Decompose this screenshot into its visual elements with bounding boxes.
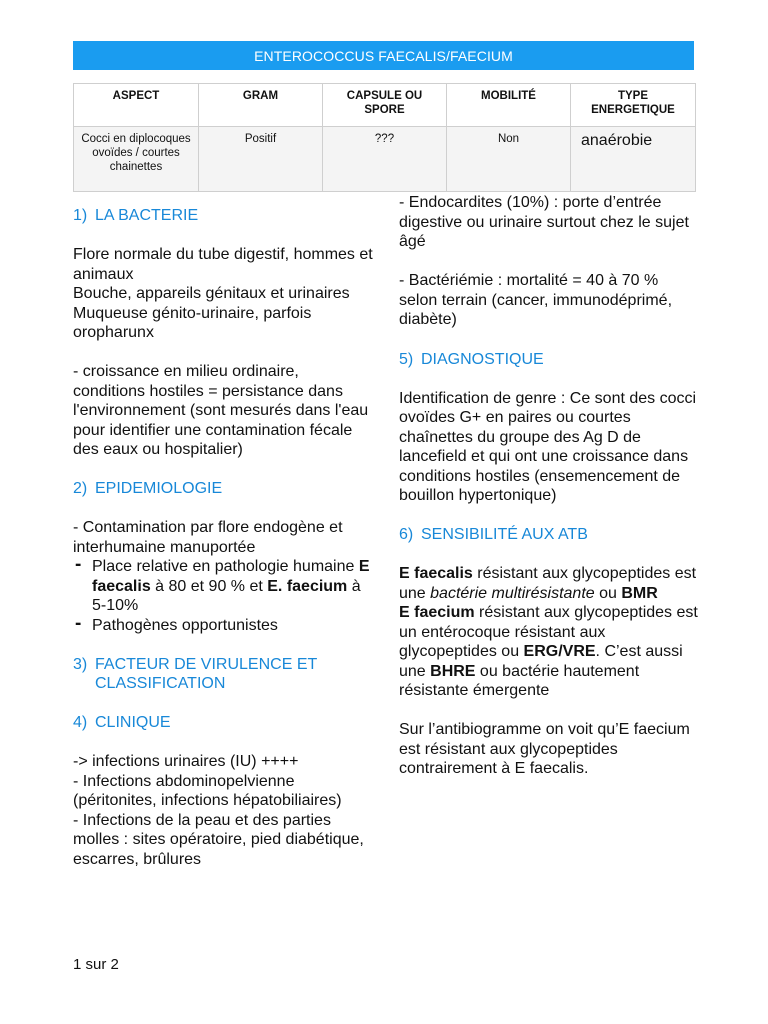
left-column — [73, 206, 373, 869]
clinique-line-4: - Endocardites (10%) : porte d’entrée digestive ou urinaire surtout chez le sujet âgé — [399, 194, 689, 250]
diagnostique-text: Identification de genre : Ce sont des cocci ovoïdes G+ en paires ou courtes chaînettes du groupe des Ag D de lancefield et qui ont une croissance dans conditions hostiles (ensemencement de bouillon hypertonique) — [399, 389, 697, 504]
clinique-line-5: - Bactériémie : mortalité = 40 à 70 % selon terrain (cancer, immunodéprimé, diabète) — [399, 272, 673, 328]
list-item: - Pathogènes opportunistes — [73, 616, 373, 636]
header-type-energetique: TYPE ENERGETIQUE — [571, 84, 696, 127]
heading-bacterie: 1) LA BACTERIE — [73, 207, 199, 224]
heading-epidemiologie: 2) EPIDEMIOLOGIE — [73, 480, 223, 497]
heading-facteur-virulence-line2: CLASSIFICATION — [95, 675, 226, 692]
header-aspect: ASPECT — [74, 84, 199, 127]
table-header-row — [74, 84, 696, 127]
table-row — [74, 127, 696, 192]
heading-facteur-virulence: 3) FACTEUR DE VIRULENCE ET — [73, 655, 318, 673]
heading-diagnostique: 5) DIAGNOSTIQUE — [399, 350, 544, 368]
bacterie-text-4: - croissance en milieu ordinaire, conditions hostiles = persistance dans l'environnement (sont mesurés dans l'eau pour identifier une contamination fécale des eaux ou hospitalier) — [73, 363, 369, 458]
bacterie-text-1: Flore normale du tube digestif, hommes et animaux — [73, 246, 373, 283]
characteristics-table — [73, 83, 696, 192]
header-mobilite: MOBILITÉ — [447, 84, 571, 127]
sensibilite-faecium: E faecium résistant aux glycopeptides est un entérocoque résistant aux glycopeptides ou ERG/VRE. C’est aussi une BHRE ou bactérie hautement résistante émergente — [399, 604, 698, 699]
sensibilite-antibiogramme: Sur l’antibiogramme on voit qu’E faecium est résistant aux glycopeptides contrairement à E faecalis. — [399, 721, 690, 777]
header-capsule: CAPSULE OU SPORE — [323, 84, 447, 127]
bacterie-text-2: Bouche, appareils génitaux et urinaires — [73, 285, 350, 302]
heading-clinique: 4) CLINIQUE — [73, 714, 171, 731]
cell-aspect: Cocci en diplocoques ovoïdes / courtes chainettes — [74, 127, 199, 192]
cell-type-energetique: anaérobie — [571, 127, 696, 192]
clinique-line-3: - Infections de la peau et des parties molles : sites opératoire, pied diabétique, escarres, brûlures — [73, 811, 364, 868]
cell-gram: Positif — [199, 127, 323, 192]
cell-capsule: ??? — [323, 127, 447, 192]
heading-sensibilite: 6) SENSIBILITÉ AUX ATB — [399, 526, 588, 543]
sensibilite-faecalis: E faecalis résistant aux glycopeptides est une bactérie multirésistante ou BMR — [399, 565, 697, 602]
header-gram: GRAM — [199, 84, 323, 127]
epidemiologie-text-1: - Contamination par flore endogène et interhumaine manuportée — [73, 519, 343, 556]
page-number: 1 sur 2 — [73, 956, 119, 973]
clinique-line-1: -> infections urinaires (IU) ++++ — [73, 753, 299, 770]
right-column — [399, 193, 699, 779]
bacterie-text-3: Muqueuse génito-urinaire, parfois oropharunx — [73, 304, 312, 341]
list-item: - Place relative en pathologie humaine E faecalis à 80 et 90 % et E. faecium à 5-10% — [73, 557, 373, 616]
clinique-line-2: - Infections abdominopelvienne (péritonites, infections hépatobiliaires) — [73, 772, 342, 809]
cell-mobilite: Non — [447, 127, 571, 192]
epidemiologie-list — [73, 557, 373, 635]
document-title-banner: ENTEROCOCCUS FAECALIS/FAECIUM — [73, 41, 694, 70]
